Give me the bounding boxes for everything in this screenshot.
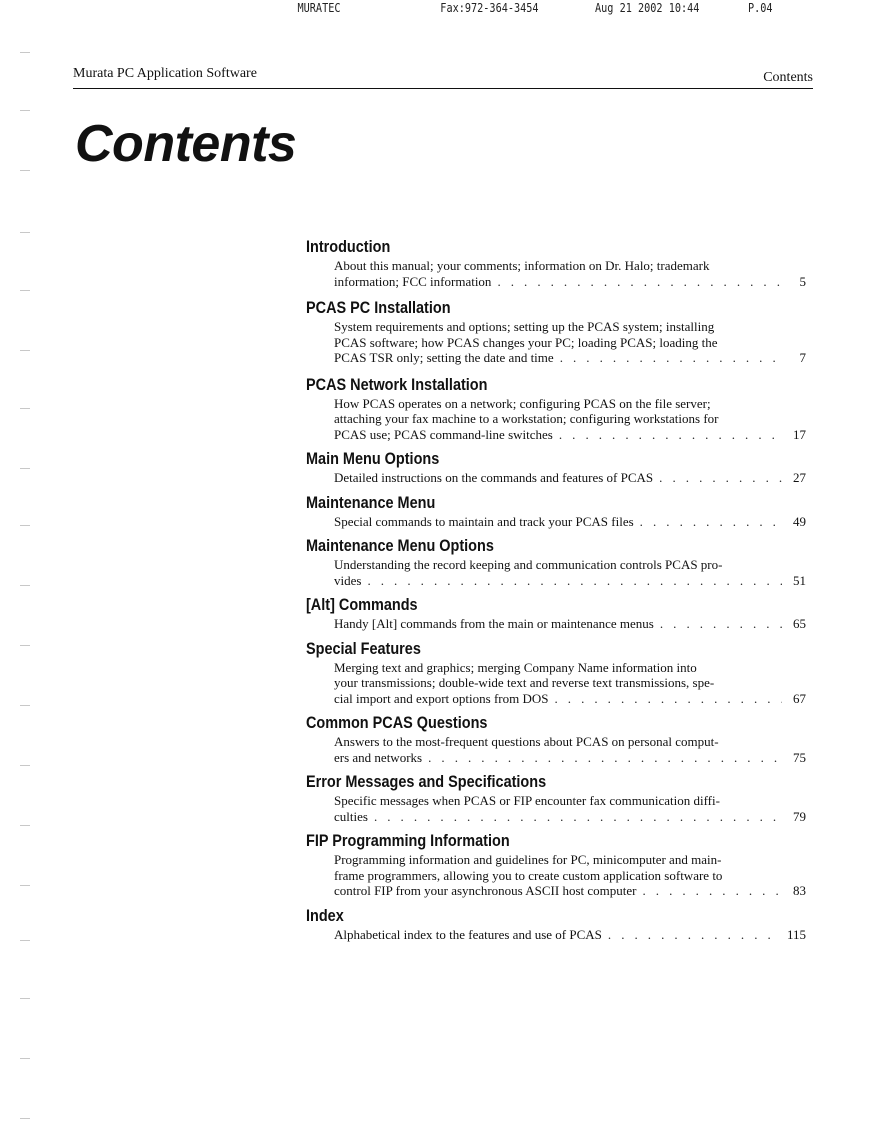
toc-description-line: Merging text and graphics; merging Company Name information into [334, 659, 697, 675]
toc-description-line: Specific messages when PCAS or FIP encounter fax communication diffi- [334, 793, 720, 808]
toc-description [334, 319, 806, 366]
toc-description [334, 258, 806, 289]
toc-description-line: PCAS use; PCAS command-line switches [334, 426, 553, 442]
toc-description [334, 660, 806, 707]
fax-sender: MURATEC [297, 1, 341, 15]
toc-entry [306, 236, 806, 289]
toc-heading: Main Menu Options [306, 449, 440, 468]
scan-speck [20, 645, 30, 646]
dot-leader [559, 427, 782, 443]
dot-leader [374, 809, 782, 825]
toc-description-line: Detailed instructions on the commands and features of PCAS [334, 470, 654, 485]
toc-page-number: 115 [786, 926, 806, 942]
toc-last-line [334, 573, 806, 589]
toc-entry [306, 297, 806, 366]
toc-last-line [334, 274, 806, 290]
toc-last-line [334, 350, 806, 366]
fax-datetime: Aug 21 2002 10:44 [595, 1, 700, 15]
fax-number: Fax:972-364-3454 [440, 1, 539, 15]
toc-description [334, 514, 806, 530]
toc-page-number: 67 [793, 690, 806, 706]
toc-heading: [Alt] Commands [306, 595, 418, 614]
toc-description-line: culties [334, 808, 368, 824]
toc-description [334, 927, 806, 943]
dot-leader [640, 514, 782, 530]
toc-page-number: 27 [793, 470, 806, 485]
page-title: Contents [75, 115, 297, 173]
scan-speck [20, 705, 30, 706]
scan-speck [20, 525, 30, 526]
toc-entry [306, 771, 806, 824]
toc-description [334, 396, 806, 443]
toc-last-line [334, 470, 806, 486]
toc-description-line: About this manual; your comments; information on Dr. Halo; trademark [334, 258, 710, 273]
dot-leader [554, 691, 782, 707]
toc-entry [306, 712, 806, 765]
toc-entry [306, 448, 806, 486]
toc-description [334, 616, 806, 632]
running-head-left: Murata PC Application Software [73, 66, 257, 81]
toc-description-line: vides [334, 572, 362, 588]
toc-description-line: your transmissions; double-wide text and reverse text transmissions, spe- [334, 675, 715, 690]
scan-speck [20, 825, 30, 826]
scan-speck [20, 765, 30, 766]
scan-speck [20, 998, 30, 999]
toc-description-line: PCAS TSR only; setting the date and time [334, 350, 554, 365]
toc-entry [306, 535, 806, 588]
dot-leader [560, 350, 782, 366]
scan-speck [20, 232, 30, 233]
toc-last-line [334, 883, 806, 899]
dot-leader [428, 750, 782, 766]
toc-description-line: cial import and export options from DOS [334, 690, 549, 706]
toc-page-number: 51 [793, 572, 806, 588]
table-of-contents [306, 230, 806, 942]
toc-page-number: 7 [799, 350, 806, 365]
scan-speck [20, 1058, 30, 1059]
toc-description [334, 852, 806, 899]
dot-leader [367, 573, 782, 589]
dot-leader [659, 470, 782, 486]
scan-speck [20, 1118, 30, 1119]
toc-page-number: 65 [793, 616, 806, 631]
toc-description-line: How PCAS operates on a network; configuring PCAS on the file server; [334, 395, 711, 411]
toc-heading: PCAS Network Installation [306, 374, 488, 394]
dot-leader [642, 883, 782, 899]
scan-speck [20, 940, 30, 941]
toc-heading: Error Messages and Specifications [306, 772, 547, 791]
toc-heading: Maintenance Menu Options [306, 536, 494, 555]
toc-description-line: Answers to the most-frequent questions about PCAS on personal comput- [334, 734, 719, 749]
toc-page-number: 17 [793, 426, 806, 442]
toc-heading: FIP Programming Information [306, 831, 510, 850]
toc-last-line [334, 514, 806, 530]
scan-speck [20, 408, 30, 409]
toc-description-line: control FIP from your asynchronous ASCII host computer [334, 883, 637, 898]
toc-description-line: Understanding the record keeping and communication controls PCAS pro- [334, 557, 723, 572]
toc-last-line [334, 691, 806, 707]
toc-entry [306, 594, 806, 632]
scan-speck [20, 585, 30, 586]
toc-entry [306, 830, 806, 899]
toc-last-line [334, 809, 806, 825]
toc-heading: Index [306, 905, 344, 925]
toc-description-line: PCAS software; how PCAS changes your PC; loading PCAS; loading the [334, 334, 718, 350]
toc-page-number: 49 [793, 513, 806, 529]
scan-speck [20, 885, 30, 886]
scan-speck [20, 468, 30, 469]
toc-heading: Common PCAS Questions [306, 713, 488, 732]
toc-page-number: 83 [793, 883, 806, 898]
dot-leader [497, 274, 782, 290]
scan-speck [20, 52, 30, 53]
scan-speck [20, 290, 30, 291]
scan-speck [20, 170, 30, 171]
toc-heading: Introduction [306, 237, 391, 256]
toc-last-line [334, 427, 806, 443]
toc-entry [306, 638, 806, 707]
toc-description-line: Special commands to maintain and track your PCAS files [334, 513, 634, 529]
scan-speck [20, 110, 30, 111]
toc-page-number: 5 [799, 273, 806, 289]
toc-description-line: ers and networks [334, 749, 423, 765]
running-head [73, 66, 813, 89]
toc-heading: PCAS PC Installation [306, 298, 451, 317]
toc-description-line: Programming information and guidelines for PC, minicomputer and main- [334, 852, 722, 867]
toc-description [334, 734, 806, 765]
toc-entry [306, 905, 806, 943]
toc-heading: Maintenance Menu [306, 492, 436, 512]
toc-description-line: information; FCC information [334, 273, 492, 289]
toc-heading: Special Features [306, 638, 421, 658]
toc-entry [306, 374, 806, 443]
toc-description [334, 470, 806, 486]
running-head-right: Contents [763, 70, 813, 85]
toc-entry [306, 492, 806, 530]
toc-description-line: frame programmers, allowing you to create custom application software to [334, 867, 723, 883]
toc-description-line: System requirements and options; setting up the PCAS system; installing [334, 319, 715, 334]
toc-description-line: Alphabetical index to the features and use of PCAS [334, 926, 602, 942]
toc-last-line [334, 616, 806, 632]
toc-last-line [334, 750, 806, 766]
toc-description-line: Handy [Alt] commands from the main or maintenance menus [334, 616, 654, 631]
dot-leader [608, 927, 781, 943]
toc-page-number: 79 [793, 808, 806, 824]
toc-page-number: 75 [793, 749, 806, 765]
toc-description [334, 557, 806, 588]
toc-description [334, 793, 806, 824]
fax-page-number: P.04 [748, 1, 773, 15]
dot-leader [660, 616, 782, 632]
fax-header [0, 0, 773, 18]
toc-last-line [334, 927, 806, 943]
scan-speck [20, 350, 30, 351]
toc-description-line: attaching your fax machine to a workstation; configuring workstations for [334, 411, 719, 426]
